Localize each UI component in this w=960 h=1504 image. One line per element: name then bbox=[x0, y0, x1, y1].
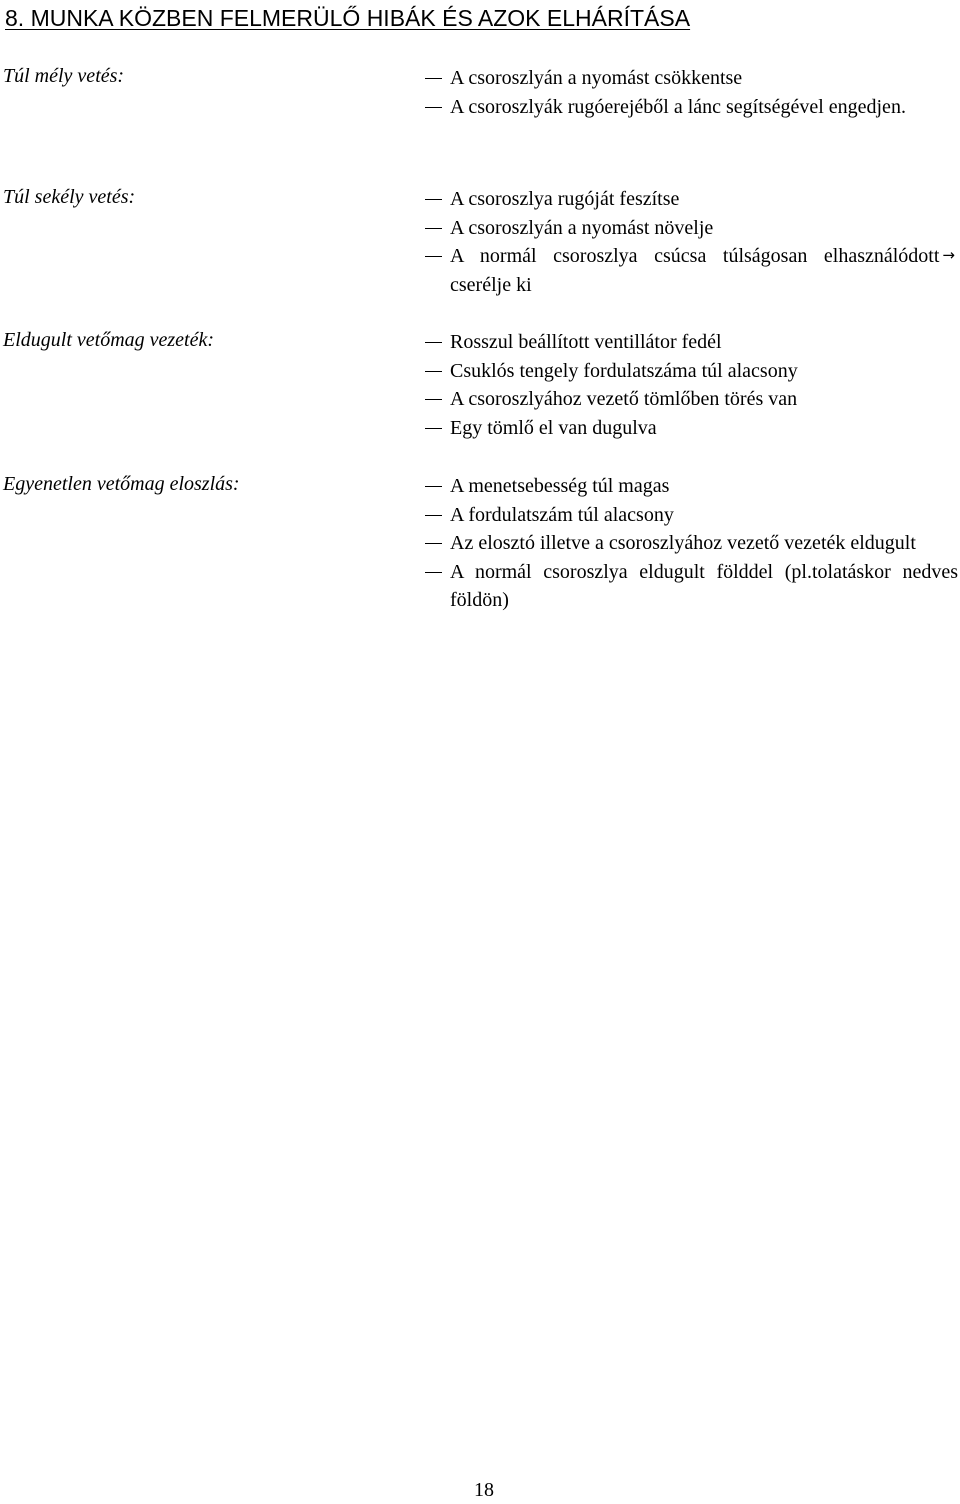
list-item-text: Az elosztó illetve a csoroszlyához vezető vezeték eldugult bbox=[450, 532, 916, 554]
dash-bullet-icon bbox=[425, 572, 442, 573]
list-item-text: A normál csoroszlya eldugult földdel (pl.tolatáskor nedves földön) bbox=[450, 560, 958, 611]
list-item-text-after-arrow: cserélje ki bbox=[450, 273, 532, 296]
list-item bbox=[450, 214, 958, 243]
list-item bbox=[450, 93, 958, 122]
list-item bbox=[450, 385, 958, 414]
list-item bbox=[450, 558, 958, 615]
section-label-uneven-distribution: Egyenetlen vetőmag eloszlás: bbox=[3, 473, 240, 495]
remedy-list-too-deep bbox=[450, 64, 958, 121]
list-item bbox=[450, 185, 958, 214]
remedy-list-too-shallow bbox=[450, 185, 958, 299]
list-item-text: A csoroszlya rugóját feszítse bbox=[450, 188, 680, 210]
list-item bbox=[450, 242, 958, 299]
dash-bullet-icon bbox=[425, 342, 442, 343]
dash-bullet-icon bbox=[425, 107, 442, 108]
list-item bbox=[450, 501, 958, 530]
dash-bullet-icon bbox=[425, 486, 442, 487]
dash-bullet-icon bbox=[425, 78, 442, 79]
section-label-too-shallow: Túl sekély vetés: bbox=[3, 186, 136, 208]
list-item-text: Csuklós tengely fordulatszáma túl alacsony bbox=[450, 359, 798, 382]
list-item-text: Egy tömlő el van dugulva bbox=[450, 416, 657, 439]
dash-bullet-icon bbox=[425, 199, 442, 200]
cause-list-uneven-distribution bbox=[450, 472, 958, 615]
list-item-text: Rosszul beállított ventillátor fedél bbox=[450, 331, 722, 353]
dash-bullet-icon bbox=[425, 428, 442, 429]
dash-bullet-icon bbox=[425, 399, 442, 400]
list-item bbox=[450, 472, 958, 501]
list-item-text: A fordulatszám túl alacsony bbox=[450, 503, 674, 526]
list-item-text-before-arrow: A normál csoroszlya csúcsa túlságosan elhasználódott bbox=[450, 245, 940, 267]
dash-bullet-icon bbox=[425, 256, 442, 257]
right-arrow-icon: → bbox=[942, 246, 955, 264]
page-number: 18 bbox=[474, 1479, 494, 1501]
section-label-clogged-seed-line: Eldugult vetőmag vezeték: bbox=[3, 329, 215, 351]
list-item bbox=[450, 64, 958, 93]
list-item bbox=[450, 414, 958, 443]
dash-bullet-icon bbox=[425, 228, 442, 229]
section-label-too-deep: Túl mély vetés: bbox=[3, 65, 125, 87]
list-item bbox=[450, 357, 958, 386]
list-item bbox=[450, 328, 958, 357]
page-title: 8. MUNKA KÖZBEN FELMERÜLŐ HIBÁK ÉS AZOK ELHÁRÍTÁSA bbox=[5, 5, 691, 31]
list-item bbox=[450, 529, 958, 558]
cause-list-clogged-seed-line bbox=[450, 328, 958, 442]
list-item-text: A csoroszlyán a nyomást növelje bbox=[450, 216, 714, 239]
list-item-text: A csoroszlyához vezető tömlőben törés van bbox=[450, 388, 798, 410]
dash-bullet-icon bbox=[425, 371, 442, 372]
list-item-text: A menetsebesség túl magas bbox=[450, 475, 670, 497]
list-item-text: A csoroszlyák rugóerejéből a lánc segítségével engedjen. bbox=[450, 95, 906, 118]
dash-bullet-icon bbox=[425, 543, 442, 544]
dash-bullet-icon bbox=[425, 515, 442, 516]
list-item-text: A csoroszlyán a nyomást csökkentse bbox=[450, 67, 743, 89]
